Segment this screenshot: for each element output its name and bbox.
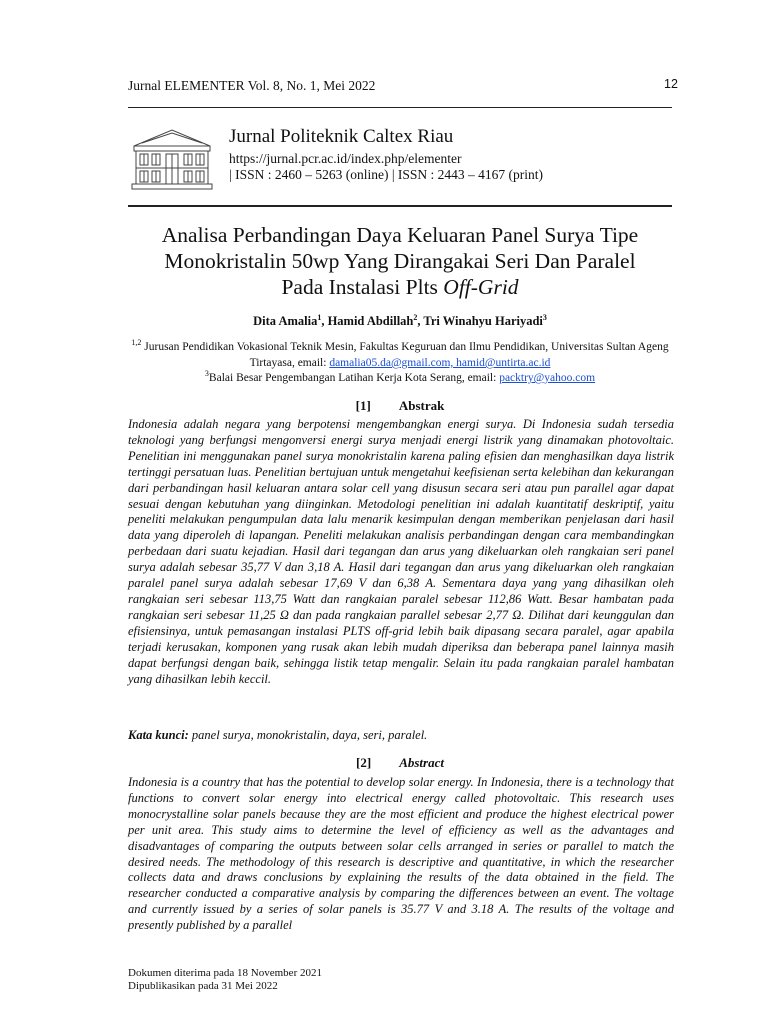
affiliation-text: Jurusan Pendidikan Vokasional Teknik Mesin, Fakultas Keguruan dan Ilmu Pendidikan, Universitas Sultan Ageng Tirtayasa, email: xyxy=(144,341,669,369)
keywords-label: Kata kunci: xyxy=(128,728,189,742)
heading-number: [1] xyxy=(355,398,371,413)
institution-building-logo xyxy=(128,124,216,192)
abstrak-heading xyxy=(118,398,682,414)
author-separator: , xyxy=(417,314,424,328)
title-line-1: Analisa Perbandingan Daya Keluaran Panel Surya Tipe xyxy=(161,223,639,247)
abstract-text: Indonesia is a country that has the potential to develop solar energy. In Indonesia, there is a technology that functions to convert solar energy into electrical energy called photovoltaic. This research uses monocrystalline solar panels because they are the most efficient and produce the highest electrical power per unit area. This study aims to determine the level of efficiency as well as the advantages and disadvantages of comparing the outputs between solar cells arranged in series or parallel to match the desired needs. The methodology of this research is descriptive and quantitative, in which the researcher collects data and draws conclusions by explaining the results of the data obtained in the field. The researcher conducted a comparative analysis by comparing the differences between an event. The voltage and currently issued by a series of solar panels is 35.77 V and 3.18 A. The results of the voltage and presently published by a parallel xyxy=(128,775,674,933)
author-sup: 2 xyxy=(413,312,418,322)
author-separator: , xyxy=(321,314,328,328)
published-date: Dipublikasikan pada 31 Mei 2022 xyxy=(128,980,278,992)
author-name: Dita Amalia xyxy=(253,314,318,328)
author-name: Tri Winahyu Hariyadi xyxy=(423,314,543,328)
heading-number: [2] xyxy=(356,755,372,770)
page-number: 12 xyxy=(664,77,678,91)
affiliation-sup: 1,2 xyxy=(131,338,142,348)
email-link[interactable]: packtry@yahoo.com xyxy=(499,372,596,384)
heading-label: Abstract xyxy=(399,755,444,770)
running-head: Jurnal ELEMENTER Vol. 8, No. 1, Mei 2022 xyxy=(128,78,376,93)
header-rule-bottom xyxy=(128,205,672,207)
abstrak-text: Indonesia adalah negara yang berpotensi mengembangkan energi surya. Di Indonesia sudah tersedia teknologi yang berfungsi mengonversi energi surya menjadi energi listrik yang dinamakan photovoltaic. Penelitian ini menggunakan panel surya monokristalin karena paling efisien dan menghasilkan daya listrik tertinggi persatuan luas. Penelitian bertujuan untuk mengetahui keefisienan serta kelebihan dan kekurangan dari perbandingan hasil keluaran antara solar cell yang disusun secara seri atau pun parallel agar dapat sesuai dengan kebutuhan yang diinginkan. Metodologi penelitian ini adalah kuantitatif deskriptif, yaitu peneliti melakukan pengumpulan data lalu menarik kesimpulan dengan memberikan penjelasan dari hasil data yang diperoleh di lapangan. Peneliti melakukan analisis perbandingan dengan cara membandingkan perbedaan dari suatu kejadian. Hasil dari tegangan dan arus yang dikeluarkan oleh rangkaian seri panel surya adalah sebesar 35,77 V dan 3,18 A. Hasil dari tegangan dan arus yang dikeluarkan oleh rangkaian paralel panel surya adalah sebesar 17,69 V dan 6,38 A. Sementara daya yang yang dihasilkan oleh rangkaian seri sebesar 113,75 Watt dan rangkaian paralel sebesar 112,86 Watt. Besar hambatan pada rangkaian seri sebesar 11,25 Ω dan pada rangkaian parallel sebesar 2,77 Ω. Dilihat dari keunggulan dan efisiensinya, untuk pemasangan instalasi PLTS off-grid lebih baik dipasang secara paralel, agar apabila terjadi kerusakan, komponen yang rusak akan lebih mudah diperiksa dan beberapa panel lainnya masih dapat berfungsi dengan baik, sehingga listik tetap mengalir. Selain itu pada rangkaian paralel hambatan yang dihasilkan lebih keccil. xyxy=(128,417,674,686)
journal-issn: | ISSN : 2460 – 5263 (online) | ISSN : 2443 – 4167 (print) xyxy=(229,167,544,182)
author-sup: 1 xyxy=(317,312,322,322)
email-link[interactable]: damalia05.da@gmail.com, hamid@untirta.ac.id xyxy=(329,357,551,369)
title-off-grid: Off-Grid xyxy=(443,275,519,299)
journal-url[interactable]: https://jurnal.pcr.ac.id/index.php/elementer xyxy=(229,151,462,166)
received-date: Dokumen diterima pada 18 November 2021 xyxy=(128,967,322,979)
abstract-heading xyxy=(118,755,682,771)
title-line-2: Monokristalin 50wp Yang Dirangakai Seri Dan Paralel xyxy=(164,249,636,273)
title-line-3-text: Pada Instalasi Plts xyxy=(281,275,444,299)
affiliation-sup: 3 xyxy=(204,369,209,379)
author-name: Hamid Abdillah xyxy=(327,314,414,328)
affiliation-2 xyxy=(118,370,682,386)
author-list xyxy=(118,314,682,329)
journal-name: Jurnal Politeknik Caltex Riau xyxy=(229,126,454,147)
keywords-text: panel surya, monokristalin, daya, seri, paralel. xyxy=(188,728,428,742)
heading-label: Abstrak xyxy=(398,398,445,413)
header-rule-top xyxy=(128,107,672,108)
author-sup: 3 xyxy=(542,312,547,322)
affiliation-text: Balai Besar Pengembangan Latihan Kerja Kota Serang, email: xyxy=(208,372,500,384)
keywords xyxy=(128,728,427,743)
title-line-3 xyxy=(118,274,682,300)
affiliation-1 xyxy=(118,339,682,371)
paper-title xyxy=(118,222,682,300)
